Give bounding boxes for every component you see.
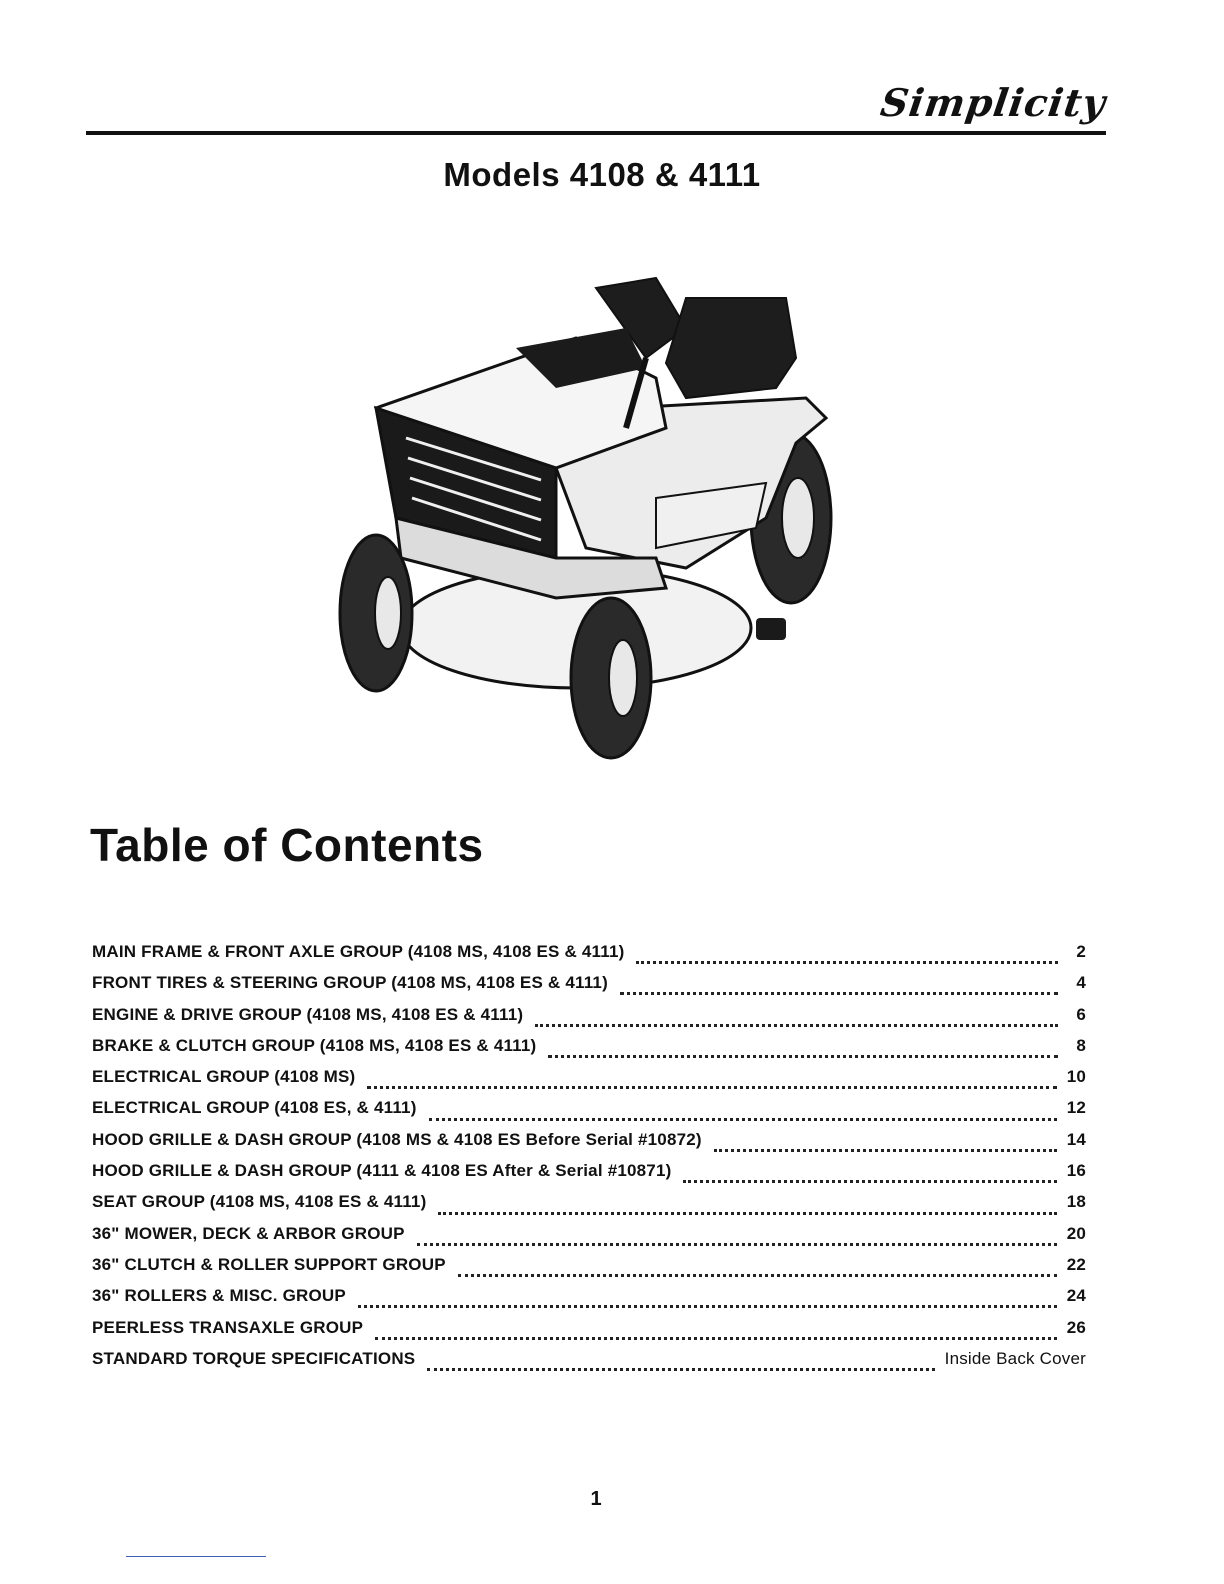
- toc-entry-page: 16: [1066, 1161, 1086, 1181]
- toc-entry: [92, 1005, 1086, 1036]
- toc-entry: [92, 1067, 1086, 1098]
- dot-leader: [683, 1180, 1056, 1183]
- toc-entry-page: 12: [1066, 1098, 1086, 1118]
- toc-entry-page: 8: [1076, 1035, 1086, 1055]
- toc-entry: [92, 1036, 1086, 1067]
- toc-entry-page: 26: [1066, 1317, 1086, 1337]
- toc-entry: [92, 1161, 1086, 1192]
- dot-leader: [458, 1274, 1057, 1277]
- dot-leader: [367, 1086, 1056, 1089]
- toc-entry-label: 36" MOWER, DECK & ARBOR GROUP: [92, 1223, 405, 1243]
- toc-entry: [92, 1224, 1086, 1255]
- toc-entry: [92, 1286, 1086, 1317]
- toc-entry-page: 10: [1066, 1067, 1086, 1087]
- toc-entry-label: PEERLESS TRANSAXLE GROUP: [92, 1317, 364, 1337]
- toc-title: Table of Contents: [90, 819, 484, 871]
- toc-entry: [92, 1349, 1086, 1380]
- toc-entry: [92, 1255, 1086, 1286]
- toc-entry-label: 36" ROLLERS & MISC. GROUP: [92, 1286, 346, 1306]
- dot-leader: [535, 1024, 1058, 1027]
- toc-entry-page: 20: [1066, 1223, 1086, 1243]
- toc-entry: [92, 1318, 1086, 1349]
- toc-entry-label: FRONT TIRES & STEERING GROUP (4108 MS, 4108 ES & 4111): [92, 973, 608, 993]
- dot-leader: [620, 992, 1058, 995]
- toc-entry: [92, 1098, 1086, 1129]
- toc-entry-page: 22: [1066, 1254, 1086, 1274]
- dot-leader: [417, 1243, 1057, 1246]
- toc-entry-label: ELECTRICAL GROUP (4108 MS): [92, 1067, 356, 1087]
- brand-logo: Simplicity: [878, 80, 1110, 125]
- toc-entry: [92, 942, 1086, 973]
- toc-entry-label: HOOD GRILLE & DASH GROUP (4111 & 4108 ES After & Serial #10871): [92, 1161, 672, 1181]
- toc-entry-page: Inside Back Cover: [944, 1348, 1086, 1368]
- toc-list: [92, 942, 1086, 1380]
- toc-entry-page: 18: [1066, 1192, 1086, 1212]
- toc-entry: [92, 973, 1086, 1004]
- dot-leader: [429, 1118, 1057, 1121]
- toc-entry-label: ENGINE & DRIVE GROUP (4108 MS, 4108 ES & 4111): [92, 1004, 524, 1024]
- toc-entry-label: MAIN FRAME & FRONT AXLE GROUP (4108 MS, 4108 ES & 4111): [92, 942, 625, 961]
- toc-entry-page: 14: [1066, 1129, 1086, 1149]
- toc-entry-page: 24: [1066, 1286, 1086, 1306]
- footer-line: [126, 1556, 266, 1557]
- dot-leader: [714, 1149, 1057, 1152]
- toc-entry-label: 36" CLUTCH & ROLLER SUPPORT GROUP: [92, 1254, 446, 1274]
- toc-entry: [92, 1192, 1086, 1223]
- models-heading: Models 4108 & 4111: [443, 156, 761, 193]
- toc-entry-label: HOOD GRILLE & DASH GROUP (4108 MS & 4108 ES Before Serial #10872): [92, 1129, 702, 1149]
- dot-leader: [636, 961, 1058, 964]
- dot-leader: [548, 1055, 1058, 1058]
- dot-leader: [375, 1337, 1057, 1340]
- riding-lawn-tractor-illustration: [326, 268, 846, 768]
- dot-leader: [438, 1212, 1056, 1215]
- toc-entry-label: STANDARD TORQUE SPECIFICATIONS: [92, 1348, 416, 1368]
- header-rule: [86, 131, 1106, 135]
- toc-entry-page: 4: [1076, 973, 1086, 993]
- toc-entry-page: 6: [1076, 1004, 1086, 1024]
- toc-entry-label: ELECTRICAL GROUP (4108 ES, & 4111): [92, 1098, 417, 1118]
- dot-leader: [358, 1305, 1057, 1308]
- toc-entry-label: SEAT GROUP (4108 MS, 4108 ES & 4111): [92, 1192, 427, 1212]
- toc-entry-label: BRAKE & CLUTCH GROUP (4108 MS, 4108 ES & 4111): [92, 1035, 537, 1055]
- dot-leader: [427, 1368, 934, 1371]
- page-number: 1: [590, 1488, 602, 1510]
- toc-entry-page: 2: [1076, 942, 1086, 961]
- toc-entry: [92, 1130, 1086, 1161]
